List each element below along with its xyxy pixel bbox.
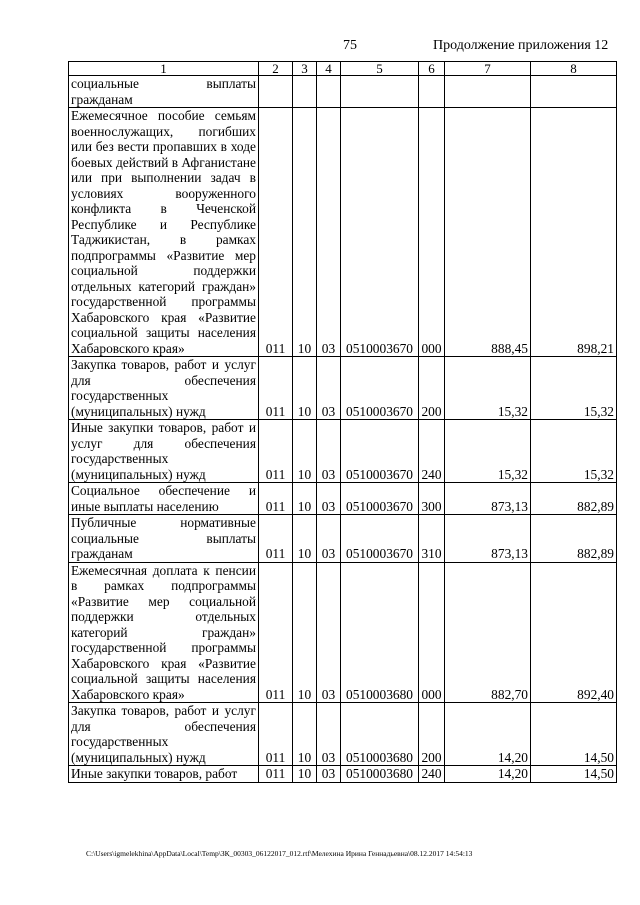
cell-section: 10 — [293, 515, 317, 563]
cell-amount-1: 14,20 — [445, 703, 531, 766]
cell-ministry: 011 — [259, 703, 293, 766]
cell-expense-type: 300 — [419, 483, 445, 515]
table-row — [69, 76, 617, 108]
column-header: 4 — [317, 62, 341, 76]
cell-subsection: 03 — [317, 420, 341, 483]
cell-ministry — [259, 76, 293, 108]
cell-amount-2: 898,21 — [531, 108, 617, 357]
cell-amount-1: 15,32 — [445, 420, 531, 483]
table-row — [69, 108, 617, 357]
column-header: 2 — [259, 62, 293, 76]
row-name: Ежемесячное пособие семьям военнослужащих, погибших или без вести пропавших в ходе боевых действий в Афганистане или при выполнении задач в условиях вооруженного конфликта в Чеченской Республике и Республике Таджикистан, в рамках подпрограммы «Развитие мер социальной поддержки отдельных категорий граждан» государственной программы Хабаровского края «Развитие социальной защиты населения Хабаровского края» — [69, 108, 259, 357]
cell-ministry: 011 — [259, 562, 293, 703]
column-header: 1 — [69, 62, 259, 76]
row-name: Закупка товаров, работ и услуг для обеспечения государственных (муниципальных) нужд — [69, 703, 259, 766]
cell-target: 0510003680 — [341, 766, 419, 783]
table-row — [69, 357, 617, 420]
cell-section: 10 — [293, 108, 317, 357]
column-header: 7 — [445, 62, 531, 76]
cell-amount-2: 15,32 — [531, 357, 617, 420]
cell-ministry: 011 — [259, 108, 293, 357]
cell-expense-type: 200 — [419, 357, 445, 420]
cell-expense-type: 000 — [419, 108, 445, 357]
row-name: социальные выплаты гражданам — [69, 76, 259, 108]
row-name: Закупка товаров, работ и услуг для обеспечения государственных (муниципальных) нужд — [69, 357, 259, 420]
cell-target: 0510003670 — [341, 420, 419, 483]
table-row — [69, 703, 617, 766]
cell-subsection: 03 — [317, 766, 341, 783]
cell-target: 0510003670 — [341, 108, 419, 357]
row-name: Ежемесячная доплата к пенсии в рамках подпрограммы «Развитие мер социальной поддержки отдельных категорий граждан» государственной программы Хабаровского края «Развитие социальной защиты населения Хабаровского края» — [69, 562, 259, 703]
row-name: Иные закупки товаров, работ и услуг для обеспечения государственных (муниципальных) нужд — [69, 420, 259, 483]
cell-target: 0510003680 — [341, 562, 419, 703]
cell-amount-2: 14,50 — [531, 766, 617, 783]
table-row — [69, 420, 617, 483]
cell-subsection — [317, 76, 341, 108]
cell-expense-type: 240 — [419, 766, 445, 783]
budget-table — [68, 61, 617, 783]
cell-amount-2: 882,89 — [531, 515, 617, 563]
cell-amount-2: 892,40 — [531, 562, 617, 703]
column-header: 6 — [419, 62, 445, 76]
cell-subsection: 03 — [317, 357, 341, 420]
row-name: Иные закупки товаров, работ — [69, 766, 259, 783]
cell-amount-1: 15,32 — [445, 357, 531, 420]
continuation-caption: Продолжение приложения 12 — [433, 38, 609, 53]
cell-section: 10 — [293, 357, 317, 420]
cell-amount-2: 882,89 — [531, 483, 617, 515]
table-row — [69, 562, 617, 703]
cell-target — [341, 76, 419, 108]
cell-amount-2 — [531, 76, 617, 108]
cell-amount-2: 14,50 — [531, 703, 617, 766]
column-header: 5 — [341, 62, 419, 76]
cell-expense-type — [419, 76, 445, 108]
cell-ministry: 011 — [259, 515, 293, 563]
cell-ministry: 011 — [259, 483, 293, 515]
cell-expense-type: 000 — [419, 562, 445, 703]
cell-amount-1: 888,45 — [445, 108, 531, 357]
cell-subsection: 03 — [317, 108, 341, 357]
table-row — [69, 515, 617, 563]
cell-target: 0510003680 — [341, 703, 419, 766]
cell-amount-1 — [445, 76, 531, 108]
cell-ministry: 011 — [259, 766, 293, 783]
cell-section: 10 — [293, 420, 317, 483]
cell-subsection: 03 — [317, 483, 341, 515]
cell-section: 10 — [293, 562, 317, 703]
cell-amount-1: 873,13 — [445, 515, 531, 563]
cell-target: 0510003670 — [341, 483, 419, 515]
cell-section — [293, 76, 317, 108]
page-number: 75 — [343, 38, 357, 53]
table-row — [69, 766, 617, 783]
cell-subsection: 03 — [317, 562, 341, 703]
column-header: 3 — [293, 62, 317, 76]
cell-expense-type: 200 — [419, 703, 445, 766]
cell-amount-1: 882,70 — [445, 562, 531, 703]
column-header: 8 — [531, 62, 617, 76]
cell-section: 10 — [293, 703, 317, 766]
cell-section: 10 — [293, 483, 317, 515]
cell-subsection: 03 — [317, 703, 341, 766]
cell-amount-2: 15,32 — [531, 420, 617, 483]
row-name: Социальное обеспечение и иные выплаты населению — [69, 483, 259, 515]
cell-subsection: 03 — [317, 515, 341, 563]
file-path-footer: C:\Users\igmelekhina\AppData\Local\Temp\ЗК_00303_06122017_012.rtf\Мелехина Ирина Геннадьевна\08.12.2017 14:54:13 — [86, 849, 473, 858]
row-name: Публичные нормативные социальные выплаты гражданам — [69, 515, 259, 563]
table-row — [69, 483, 617, 515]
cell-ministry: 011 — [259, 357, 293, 420]
cell-amount-1: 873,13 — [445, 483, 531, 515]
header-row — [69, 62, 617, 76]
cell-section: 10 — [293, 766, 317, 783]
cell-expense-type: 310 — [419, 515, 445, 563]
cell-target: 0510003670 — [341, 515, 419, 563]
cell-ministry: 011 — [259, 420, 293, 483]
cell-expense-type: 240 — [419, 420, 445, 483]
cell-target: 0510003670 — [341, 357, 419, 420]
cell-amount-1: 14,20 — [445, 766, 531, 783]
